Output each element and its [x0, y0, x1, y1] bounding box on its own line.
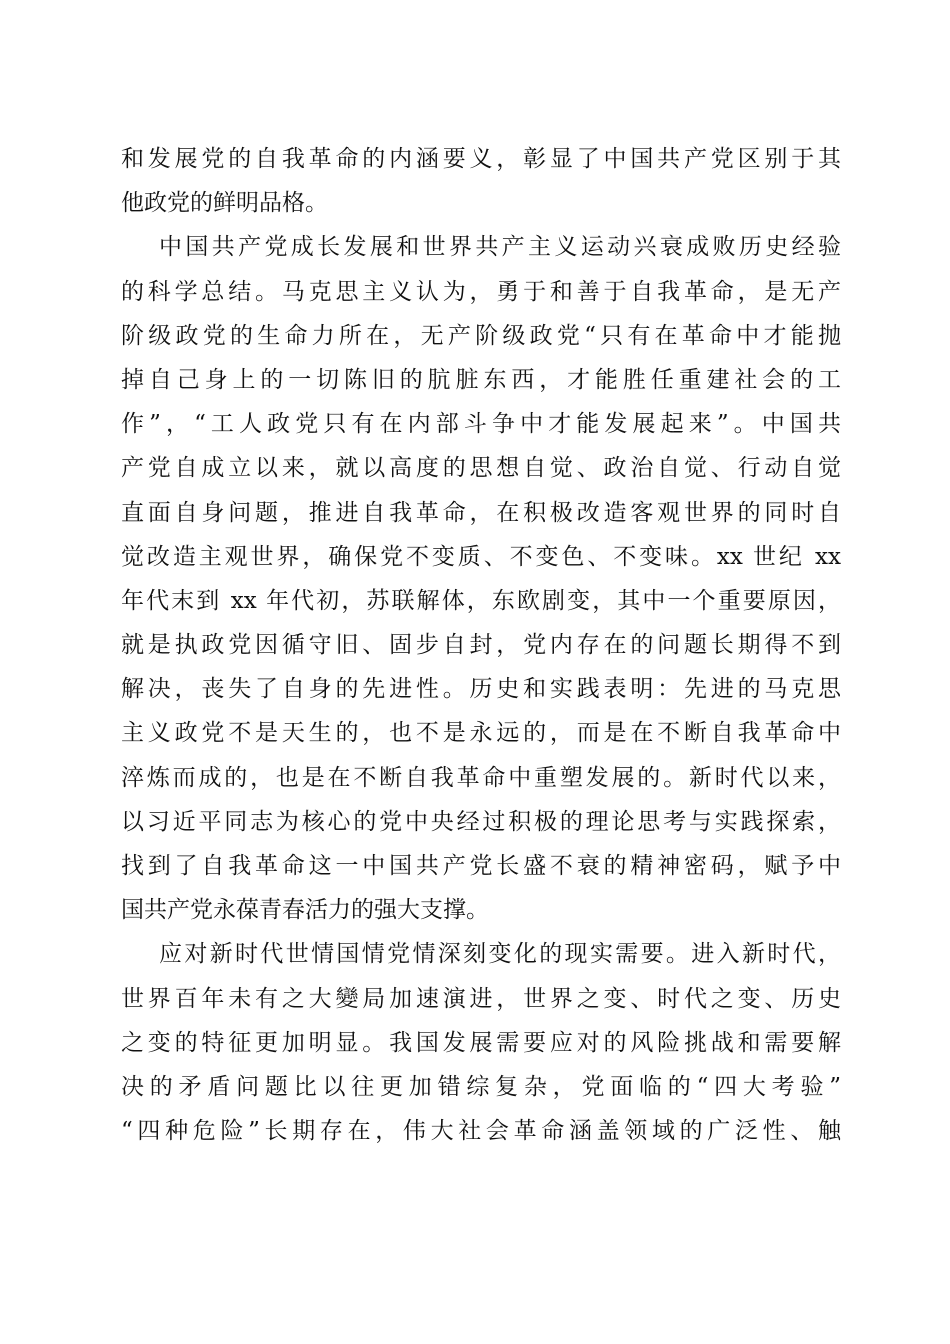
text-line: 和发展党的自我革命的内涵要义，彰显了中国共产党区别于其: [121, 146, 841, 172]
text-line: 主义政党不是天生的，也不是永远的，而是在不断自我革命中: [121, 720, 841, 747]
text-line: 就是执政党因循守旧、固步自封，党内存在的问题长期得不到: [121, 632, 841, 659]
paragraph-first-line: 中国共产党成长发展和世界共产主义运动兴衰成败历史经验: [159, 234, 841, 261]
text-line: 的科学总结。马克思主义认为，勇于和善于自我革命，是无产: [121, 278, 841, 305]
text-line: 作”，“工人政党只有在内部斗争中才能发展起来”。中国共: [121, 411, 841, 438]
body-text: [121, 137, 841, 1153]
text-line: 决的矛盾问题比以往更加错综复杂，党面临的“四大考验”: [121, 1073, 841, 1100]
text-line: 直面自身问题，推进自我革命，在积极改造客观世界的同时自: [121, 499, 841, 526]
text-line: 觉改造主观世界，确保党不变质、不变色、不变味。xx 世纪 xx: [121, 543, 841, 570]
paragraph-first-line: 应对新时代世情国情党情深刻变化的现实需要。进入新时代，: [159, 941, 841, 968]
text-line: 解决，丧失了自身的先进性。历史和实践表明：先进的马克思: [121, 676, 841, 703]
text-line: “四种危险”长期存在，伟大社会革命涵盖领域的广泛性、触: [121, 1118, 841, 1145]
text-line: 世界百年未有之大變局加速演进，世界之变、时代之变、历史: [121, 985, 841, 1012]
text-line: 阶级政党的生命力所在，无产阶级政党“只有在革命中才能抛: [121, 322, 841, 349]
text-line: 之变的特征更加明显。我国发展需要应对的风险挑战和需要解: [121, 1029, 841, 1056]
text-line: 淬炼而成的，也是在不断自我革命中重塑发展的。新时代以来，: [121, 764, 841, 791]
text-line: 掉自己身上的一切陈旧的肮脏东西，才能胜任重建社会的工: [121, 366, 841, 393]
text-line: 找到了自我革命这一中国共产党长盛不衰的精神密码，赋予中: [121, 853, 841, 879]
text-line: 以习近平同志为核心的党中央经过积极的理论思考与实践探索，: [121, 808, 841, 835]
text-line: 产党自成立以来，就以高度的思想自觉、政治自觉、行动自觉: [121, 455, 841, 482]
text-line: 国共产党永葆青春活力的强大支撑。: [121, 897, 489, 924]
text-line: 他政党的鲜明品格。: [121, 190, 328, 217]
text-line: 年代末到 xx 年代初，苏联解体，东欧剧变，其中一个重要原因，: [121, 587, 841, 614]
